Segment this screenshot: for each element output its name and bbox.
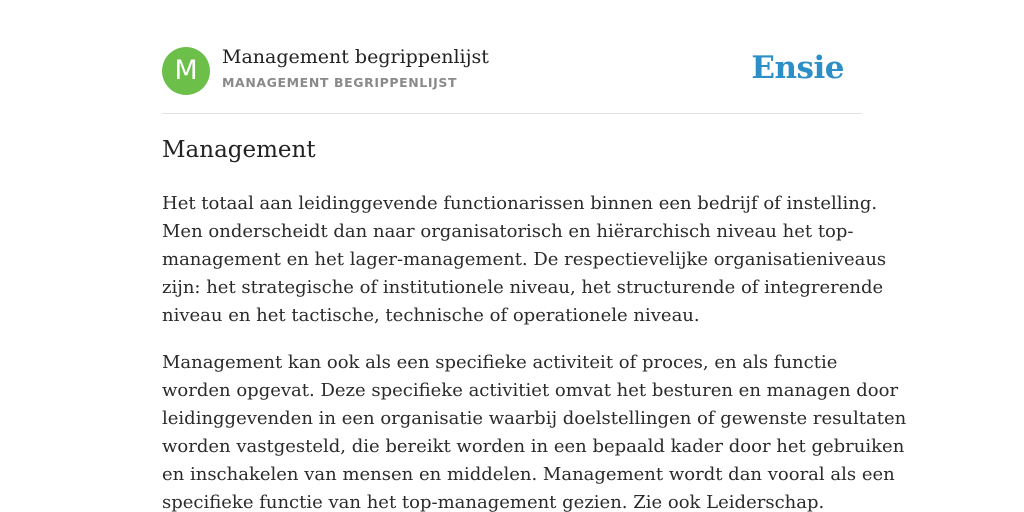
paragraph-1: [162, 190, 887, 330]
term-heading: Management: [162, 137, 316, 163]
article-body: [162, 190, 907, 512]
text-line: worden vastgesteld, die bereikt worden in een bepaald kader door het gebruiken: [162, 436, 905, 457]
text-line: worden opgevat. Deze specifieke activitiet omvat het besturen en managen door: [162, 380, 899, 401]
text-line: niveau en het tactische, technische of operationele niveau.: [162, 305, 700, 326]
text-line: specifieke functie van het top-management gezien. Zie ook Leiderschap.: [162, 492, 825, 512]
divider: [162, 113, 862, 114]
text-line: en inschakelen van mensen en middelen. Management wordt dan vooral als een: [162, 464, 895, 485]
text-line: zijn: het strategische of institutionele niveau, het structurende of integrerende: [162, 277, 884, 298]
page-subtitle: MANAGEMENT BEGRIPPENLIJST: [222, 75, 458, 90]
page-title[interactable]: Management begrippenlijst: [222, 46, 489, 68]
text-line: Het totaal aan leidinggevende functionarissen binnen een bedrijf of instelling.: [162, 193, 878, 214]
text-line: management en het lager-management. De respectievelijke organisatieniveaus: [162, 249, 887, 270]
text-line: Men onderscheidt dan naar organisatorisch en hiërarchisch niveau het top-: [162, 221, 854, 242]
avatar[interactable]: M: [162, 47, 210, 95]
header: [162, 46, 862, 96]
text-line: Management kan ook als een specifieke activiteit of proces, en als functie: [162, 352, 838, 373]
brand-logo[interactable]: Ensie: [751, 50, 844, 86]
paragraph-2: [162, 349, 907, 512]
text-line: leidinggevenden in een organisatie waarbij doelstellingen of gewenste resultaten: [162, 408, 907, 429]
